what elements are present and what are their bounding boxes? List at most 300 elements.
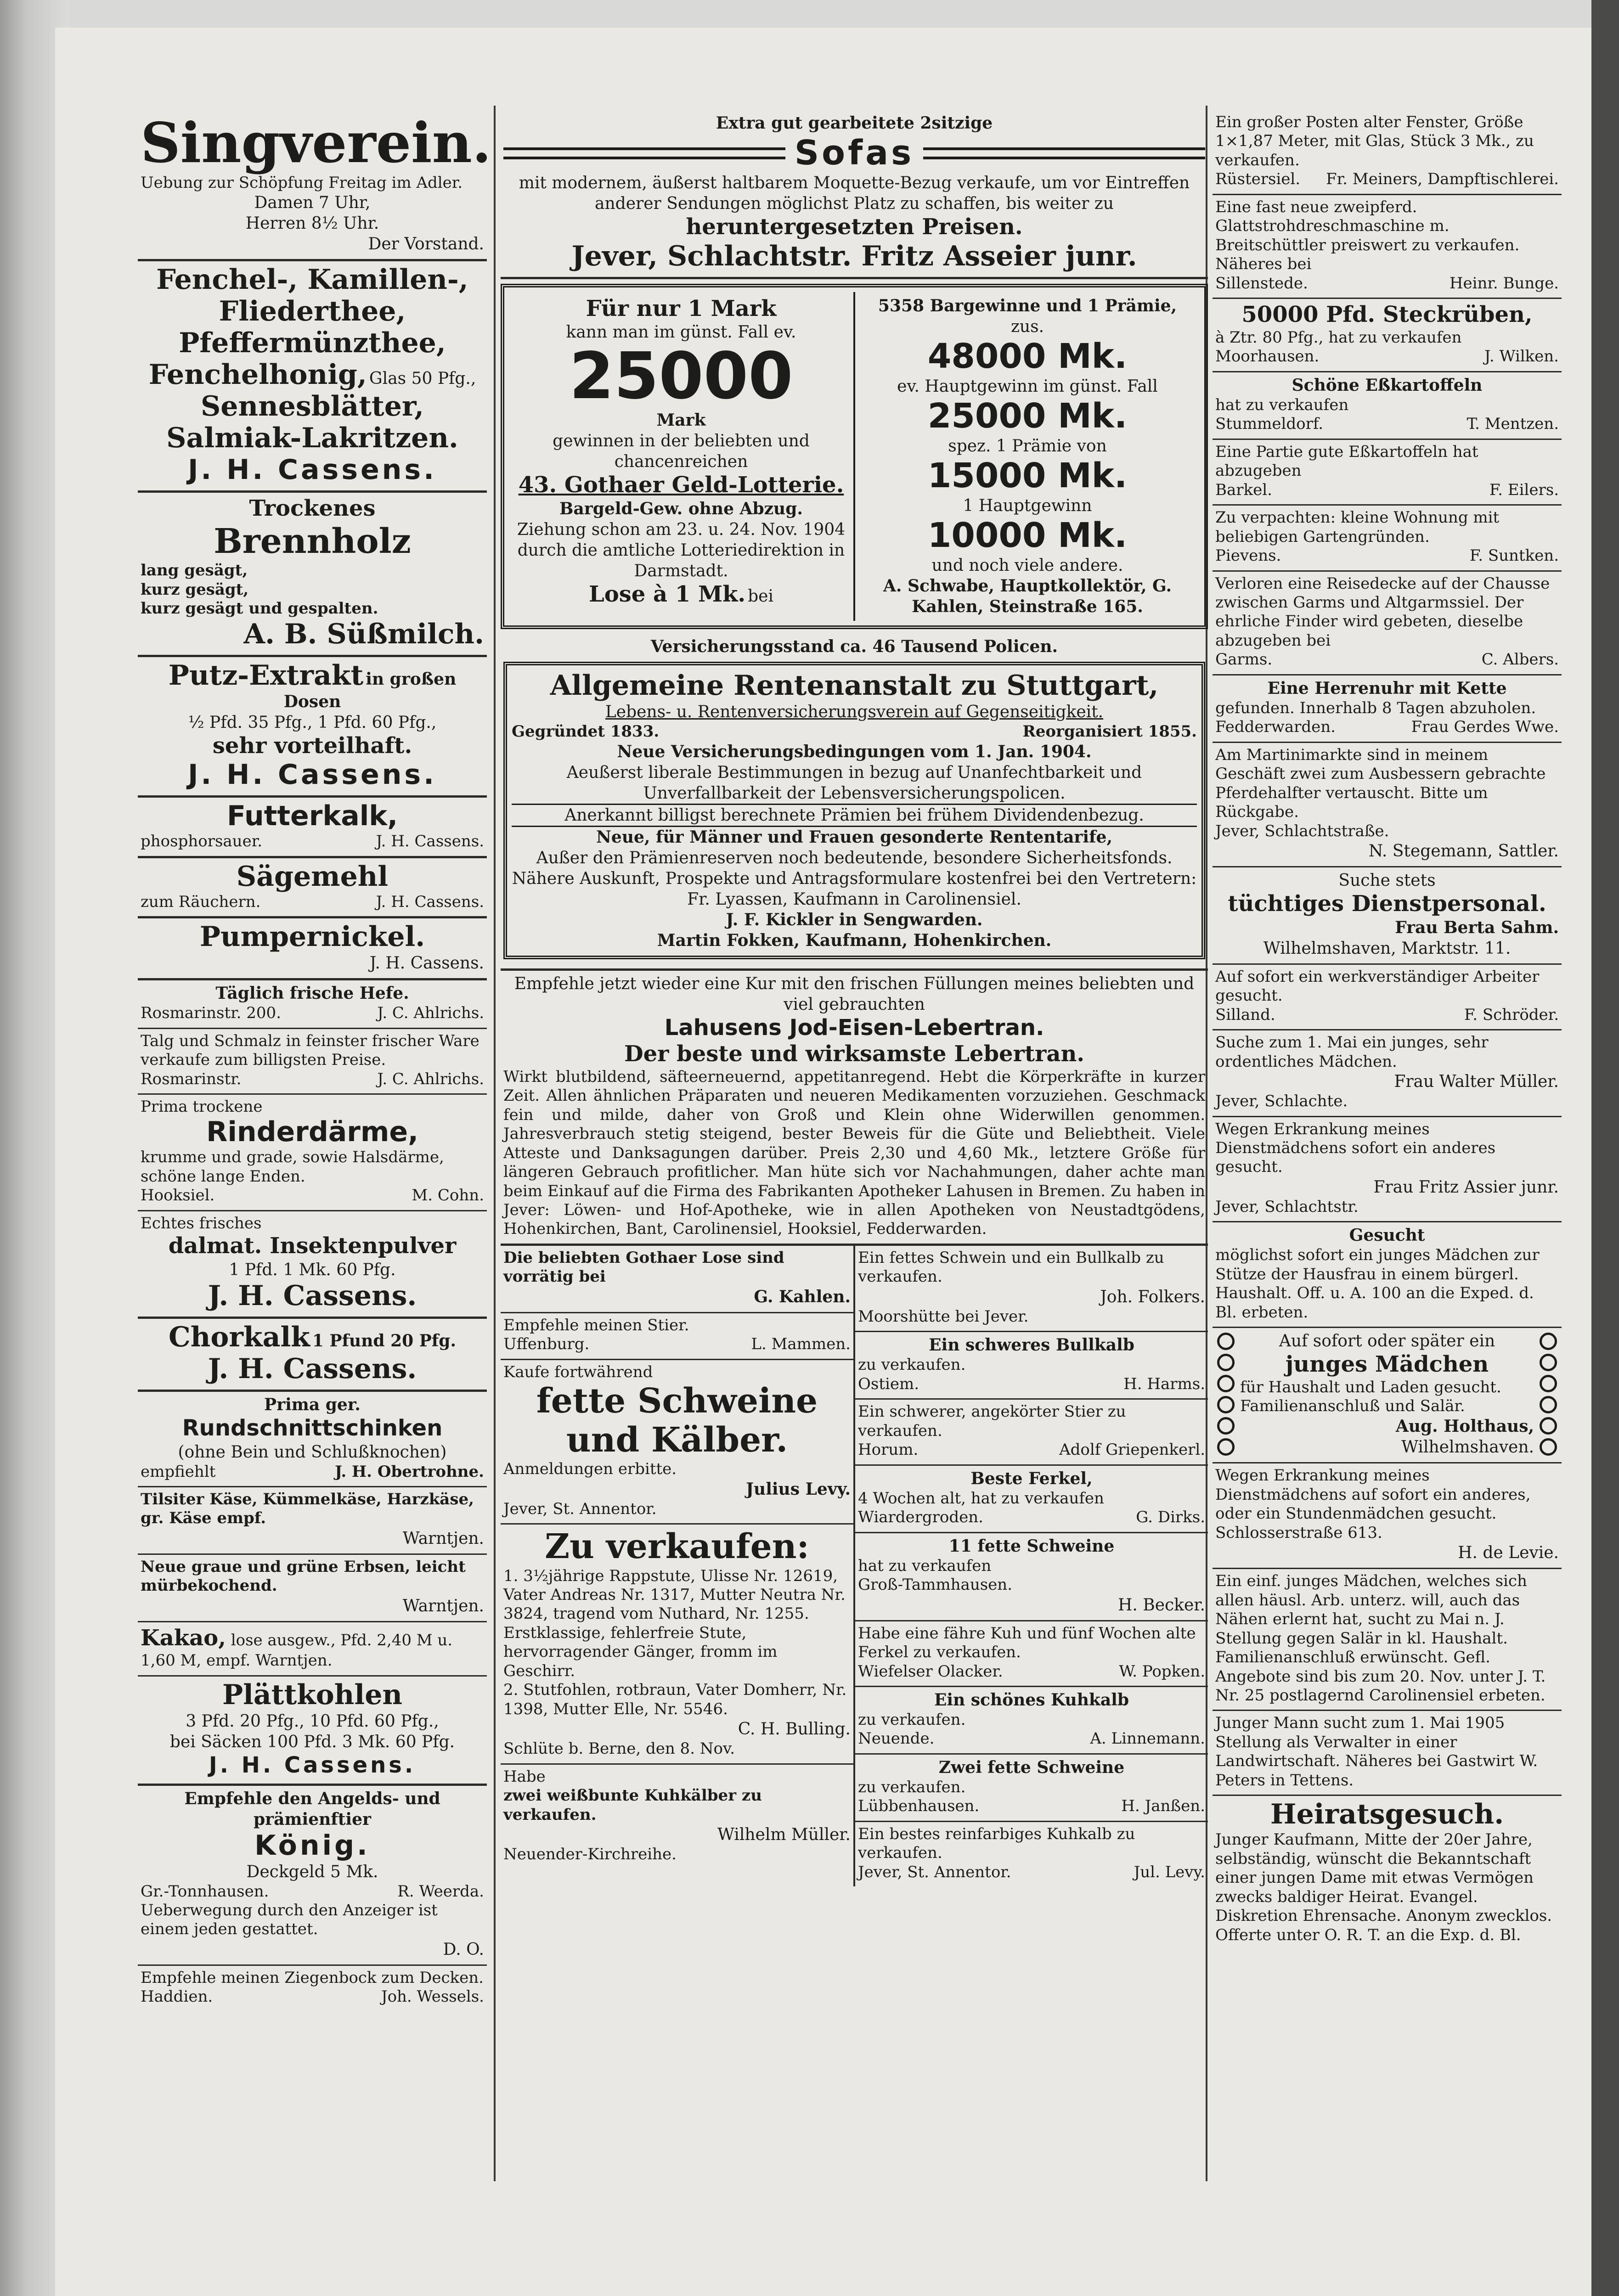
ad-line: Prima trockene [141,1097,263,1116]
ad-line: Außer den Prämienreserven noch bedeutende, besondere Sicherheitsfonds. [536,848,1173,867]
ad-line: Aeußerst liberale Bestimmungen in bezug auf Unanfechtbarkeit und Unverfallbarkeit der Lebensversicherungspolicen. [566,763,1142,803]
ad-line: Ziehung schon am 23. u. 24. Nov. 1904 durch die amtliche Lotteriedirektion in Darmstadt. [517,520,846,580]
ad-text: zu verkaufen. [858,1778,966,1796]
ad-de-levie [1213,1463,1562,1569]
ornament-ring [1540,1375,1557,1392]
ad-line: kann man im günst. Fall ev. [566,323,796,342]
ad-line: Extra gut gearbeitete 2sitzige [716,113,993,133]
ad-line: Neue, für Männer und Frauen gesonderte Rententarife, [596,827,1112,847]
ad-title: 11 fette Schweine [948,1536,1115,1556]
ad-kuh-ferkel [855,1621,1208,1687]
singverein-signature: Der Vorstand. [368,235,484,254]
ad-line: Empfehle den Angelds- und prämienftier [184,1789,440,1829]
ad-schinken [138,1392,487,1487]
ad-gesucht [1213,1222,1562,1328]
ad-line: Der beste und wirksamste Lebertran. [624,1041,1085,1067]
ad-line: Erstklassige, fehlerfreie Stute, hervorragender Gänger, fromm im Geschirr. [503,1623,778,1680]
firm-name: Frau Berta Sahm. [1395,917,1559,937]
ad-text: Ein großer Posten alter Fenster, Größe 1×1,87 Meter, mit Glas, Stück 3 Mk., zu verkaufen. [1215,113,1534,169]
firm-name: Aug. Holthaus, [1395,1416,1534,1436]
ad-address: Schlosserstraße 613. [1215,1523,1382,1542]
firm-name: J. H. Cassens. [208,1352,417,1385]
ad-line: 5358 Bargewinne und 1 Prämie, [878,296,1177,315]
ad-text: Ein einf. junges Mädchen, welches sich allen häusl. Arb. unterz. will, auch das Nähen erlernt hat, sucht zu Mai n. J. Stellung gegen Salär in kl. Haushalt. Familienanschluß erwünscht. Gefl. Angebote sind bis zum 20. Nov. unter J. T. Nr. 25 postlagernd Carolinensiel erbeten. [1215,1572,1546,1705]
ad-line: empfiehlt [141,1462,216,1481]
firm-name: Frau Walter Müller. [1394,1072,1559,1092]
firm-name: J. C. Ahlrichs. [377,1004,484,1023]
firm-name: J. H. Obertrohne. [334,1462,484,1481]
firm-name: Joh. Wessels. [381,1987,484,2006]
ad-line: zum Räuchern. [141,892,261,911]
ad-text: möglichst sofort ein junges Mädchen zur Stütze der Hausfrau in einem bürgerl. Haushalt. Off. u. A. 100 an die Exped. d. Bl. erbeten. [1215,1246,1540,1322]
ad-holthaus [1213,1328,1562,1463]
ad-text: Wegen Erkrankung meines Dienstmädchens auf sofort ein anderes, oder ein Stundenmädchen gesucht. [1215,1466,1531,1523]
ad-line: bei [748,586,774,606]
ad-hefe [138,980,487,1029]
ad-title: Heiratsgesuch. [1270,1798,1504,1831]
ad-line: Versicherungsstand ca. 46 Tausend Policen. [650,637,1058,657]
ad-line: (ohne Bein und Schlußknochen) [178,1442,447,1462]
firm-name: Fr. Meiners, Dampftischlerei. [1326,170,1559,189]
ad-reinfarbiges-kuhkalb [855,1822,1208,1886]
ad-line: 1 Pfd. 1 Mk. 60 Pfg. [229,1260,396,1279]
ornament-ring [1217,1438,1235,1456]
ad-text: Suche zum 1. Mai ein junges, sehr ordentliches Mädchen. [1215,1033,1489,1071]
ad-line: mit modernem, äußerst haltbarem Moquette-Bezug verkaufe, um vor Eintreffen anderer Sendungen möglichst Platz zu schaffen, bis weiter zu [519,174,1190,214]
ad-address: Uffenburg. [503,1335,590,1354]
ad-title: Chorkalk [168,1321,310,1353]
ad-line: Pfeffermünzthee, [179,327,446,360]
ad-levy [501,1360,853,1525]
ad-line: Fliederthee, [219,295,406,328]
ad-line: Bargeld-Gew. ohne Abzug. [559,499,803,518]
firm-name: Warntjen. [402,1596,484,1615]
ad-text: Ein schwerer, angekörter Stier zu verkaufen. [858,1402,1126,1440]
firm-name: F. Schröder. [1464,1005,1559,1024]
ad-text: Eine Partie gute Eßkartoffeln hat abzugeben [1215,442,1478,480]
firm-name: F. Suntken. [1469,546,1559,565]
ad-chorkalk [138,1319,487,1392]
ad-title: Zu verkaufen: [545,1527,809,1567]
ad-fenster [1213,110,1562,195]
singverein-line: Damen 7 Uhr, [254,193,371,213]
ad-line: Martin Fokken, Kaufmann, Hohenkirchen. [657,930,1052,950]
ad-rentenanstalt [501,634,1208,970]
ad-maedchen-2 [1213,1117,1562,1223]
firm-name: J. C. Ahlrichs. [377,1069,484,1088]
ad-pumpernickel [138,918,487,980]
ad-zwei-schweine [855,1755,1208,1822]
rentenanstalt-box [503,662,1205,959]
ad-amount: 25000 Mk. [927,396,1128,436]
ad-text: hat zu verkaufen [1215,395,1349,414]
ad-title: junges Mädchen [1285,1351,1489,1378]
ad-title: Sägemehl [236,860,389,893]
ad-line: bei Säcken 100 Pfd. 3 Mk. 60 Pfg. [169,1732,455,1751]
firm-name: H. Janßen. [1121,1797,1205,1816]
firm-name: J. H. Cassens. [188,454,437,486]
ad-address: Garms. [1215,650,1273,669]
ad-title: Rundschnittschinken [182,1415,443,1441]
ad-heiratsgesuch [1213,1796,1562,1949]
ad-title: Brennholz [214,522,411,562]
ad-title: tüchtiges Dienstpersonal. [1228,891,1546,917]
ad-line: 43. Gothaer Geld-Lotterie. [518,472,844,498]
ad-line: Reorganisiert 1855. [1022,722,1197,741]
ad-line: phosphorsauer. [141,832,263,851]
firm-name: A. Linnemann. [1090,1729,1205,1748]
ad-line: zus. [1010,317,1044,336]
ad-text: zu verkaufen. [858,1710,966,1729]
ad-address: Neuender-Kirchreihe. [503,1845,677,1864]
ad-amount: 25000 [569,339,793,414]
ad-saegemehl [138,858,487,918]
ad-rinderdaerme [138,1095,487,1211]
ad-title: Ein schweres Bullkalb [929,1335,1134,1355]
ad-address: Jever, Schlachtstr. [1215,1197,1359,1216]
ad-text: Wirkt blutbildend, säfteerneuernd, appetitanregend. Hebt die Körperkräfte in kurzer Zeit. Allen ähnlichen Präparaten und neueren Medikamenten vorzuziehen. Geschmack fein und milde, daher von Groß und Klein ohne Widerwillen genommen. Jahresverbrauch stetig steigend, bester Beweis für die Güte und Beliebtheit. Viele Atteste und Danksagungen darüber. Preis 2,30 und 4,60 Mk., letztere Größe für längeren Gebrauch profitlicher. Man hüte sich vor Nachahmungen, daher achte man beim Einkauf auf die Firma des Fabrikanten Apotheker Lahusen in Bremen. Zu haben in Jever: Löwen- und Hof-Apotheke, wie in allen Apotheken von Neustadtgödens, Hohenkirchen, Bant, Carolinensiel, Hooksiel, Fedderwarden. [503,1067,1205,1238]
firm-name: T. Mentzen. [1467,415,1559,433]
ornament-ring [1540,1333,1557,1350]
middle-subcolumn-a [501,1246,853,1886]
ad-line: 1. 3½jährige Rappstute, Ulisse Nr. 12619, Vater Andreas Nr. 1317, Mutter Neutra Nr. 3824, tragend vom Nuthard, Nr. 1255. [503,1566,846,1623]
ad-side: 1 Pfund 20 Pfg. [312,1331,456,1351]
page-right-edge [1591,0,1619,2296]
ad-arbeiter [1213,965,1562,1030]
ad-text: Eine fast neue zweipferd. Glattstrohdreschmaschine m. Breitschüttler preiswert zu verkaufen. [1215,197,1520,254]
firm-name: J. Wilken. [1484,347,1559,366]
firm-name: Fritz Asseier junr. [861,240,1137,272]
ad-gothaer-lotterie [501,284,1208,629]
ad-text: à Ztr. 80 Pfg., hat zu verkaufen [1215,328,1462,347]
column-rule-1 [494,106,496,2181]
ad-line: kurz gesägt, [141,580,249,599]
ad-line: 3 Pfd. 20 Pfg., 10 Pfd. 60 Pfg., [186,1711,439,1731]
ad-text: Wegen Erkrankung meines Dienstmädchens sofort ein anderes gesucht. [1215,1120,1496,1176]
ad-line: Näheres bei [1215,255,1312,274]
firm-name: Frau Gerdes Wwe. [1411,718,1559,737]
ad-folkers [855,1246,1208,1332]
right-column [1213,110,1562,1949]
ad-title: Pumpernickel. [199,921,425,953]
ad-address: Jever, Schlachtstr. [571,240,852,272]
ad-address: Rosmarinstr. [141,1069,242,1088]
ad-verwalter [1213,1711,1562,1796]
firm-name: N. Stegemann, Sattler. [1368,842,1559,861]
left-column [138,110,491,2011]
firm-name: Warntjen. [255,1651,333,1670]
ad-line: Trockenes [249,495,376,522]
ad-title: Beste Ferkel, [970,1469,1093,1488]
firm-name: J. H. Cassens. [188,759,437,791]
ad-line: 2. Stutfohlen, rotbraun, Vater Domherr, Nr. 1398, Mutter Elle, Nr. 5546. [503,1681,847,1718]
ad-text: Ein bestes reinfarbiges Kuhkalb zu verkaufen. [858,1824,1135,1863]
ad-title: Kakao, [141,1625,226,1651]
firm-name: H. de Levie. [1458,1543,1559,1563]
ad-text: zu verkaufen. [858,1356,966,1374]
firm-name: J. H. Cassens. [369,954,484,973]
ad-line: Gegründet 1833. [512,722,660,741]
ad-text: Neue graue und grüne Erbsen, leicht mürbekochend. [141,1557,466,1595]
ad-title: Rinderdärme, [206,1116,418,1148]
ad-line: spez. 1 Prämie von [948,436,1107,456]
ad-line: für Haushalt und Laden gesucht. Familienanschluß und Salär. [1240,1378,1501,1416]
ad-text: Empfehle meinen Ziegenbock zum Decken. [141,1968,484,1987]
ad-address: Horum. [858,1441,919,1459]
ad-line: Fenchel-, Kamillen-, [156,264,468,296]
ad-line: Lose à 1 Mk. [588,581,746,607]
ad-kuhkaelber [501,1765,853,1869]
ad-line: Nähere Auskunft, Prospekte und Antragsformulare kostenfrei bei den Vertretern: Fr. Lyassen, Kaufmann in Carolinensiel. [512,869,1197,909]
ad-esskartoffeln-2 [1213,440,1562,506]
lotterie-right [853,292,1200,621]
firm-name: W. Popken. [1119,1662,1205,1681]
ad-line: Rosmarinstr. 200. [141,1004,281,1023]
ad-kuhkalb [855,1687,1208,1755]
ad-address: Wiardergroden. [858,1508,983,1527]
ad-ferkel [855,1466,1208,1533]
ad-angekoerter-stier [855,1400,1208,1465]
ad-line: ev. Hauptgewinn im günst. Fall [897,377,1158,396]
ad-line: Anmeldungen erbitte. [503,1460,677,1479]
ornament-ring [1217,1375,1235,1392]
ornament-ring [1217,1354,1235,1371]
ad-text: Junger Kaufmann, Mitte der 20er Jahre, selbständig, wünscht die Bekanntschaft einer jungen Dame mit etwas Vermögen zwecks baldiger Heirat. Evangel. Diskretion Ehrensache. Anonym zwecklos. Offerte unter O. R. T. an die Exp. d. Bl. [1215,1830,1552,1944]
ad-steckrueben [1213,299,1562,372]
ad-kakao [138,1622,487,1677]
ad-title: Zwei fette Schweine [938,1757,1125,1777]
ad-line: krumme und grade, sowie Halsdärme, schöne lange Enden. [141,1148,444,1186]
ad-title: Gesucht [1349,1226,1425,1245]
decorative-bars [923,147,1205,159]
firm-name: Jul. Levy. [1134,1863,1205,1881]
ornament-ring [1540,1417,1557,1435]
ad-text: Auf sofort ein werkverständiger Arbeiter gesucht. [1215,967,1540,1005]
ad-pferdehalfter [1213,743,1562,867]
ad-ziegenbock [138,1966,487,2011]
ad-stier [501,1313,853,1360]
ad-line: Deckgeld 5 Mk. [246,1862,378,1881]
singverein-line: Uebung zur Schöpfung Freitag im Adler. [141,174,463,192]
ad-title: Eine Herrenuhr mit Kette [1267,678,1507,698]
ad-title: Lahusens Jod-Eisen-Lebertran. [664,1014,1044,1041]
firm-name: M. Cohn. [412,1186,484,1205]
firm-name: C. H. Bulling. [738,1720,851,1739]
ad-text: Die beliebten Gothaer Lose sind vorrätig bei [503,1248,784,1286]
ornament-border-left [1215,1331,1236,1458]
ad-address: Sillenstede. [1215,274,1308,293]
ad-address: Silland. [1215,1005,1275,1024]
ad-insektenpulver [138,1211,487,1319]
ad-address: Haddien. [141,1987,213,2006]
ad-amount: 10000 Mk. [927,515,1128,555]
ad-verloren [1213,572,1562,675]
firm-name: F. Eilers. [1489,480,1559,499]
ad-text: Verloren eine Reisedecke auf der Chausse zwischen Garms und Altgarmssiel. Der ehrliche Finder wird gebeten, dieselbe abzugeben bei [1215,574,1550,650]
ad-line: Suche stets [1338,871,1436,890]
ad-address: Jever, Schlachtstraße. [1215,822,1389,840]
ad-line: Habe [503,1767,546,1786]
firm-name: Warntjen. [402,1529,484,1548]
lotterie-left [509,292,853,621]
ad-line: und noch viele andere. [931,556,1123,575]
ad-line: Mark [656,411,706,430]
ad-text: Am Martinimarkte sind in meinem Geschäft zwei zum Ausbessern gebrachte Pferdehalfter vertauscht. Bitte um Rückgabe. [1215,745,1546,822]
ad-title: Ein schönes Kuhkalb [934,1690,1129,1710]
ad-line: Lebens- u. Rentenversicherungsverein auf Gegenseitigkeit. [605,703,1104,722]
ad-address: Wilhelmshaven. [1401,1437,1534,1457]
ornament-border-right [1538,1331,1559,1458]
ad-line: Anerkannt billigst berechnete Prämien bei frühem Dividendenbezug. [512,804,1197,827]
ad-title: Allgemeine Rentenanstalt zu Stuttgart, [550,670,1159,702]
ad-line: Talg und Schmalz in feinster frischer Ware verkaufe zum billigsten Preise. [141,1031,479,1069]
ad-line: Auf sofort oder später ein [1279,1332,1495,1351]
ad-line: Kaufe fortwährend [503,1362,653,1381]
ornament-ring [1540,1396,1557,1413]
ad-amount: 48000 Mk. [927,336,1128,376]
firm-name: J. H. Cassens. [376,892,484,911]
ad-stellung [1213,1569,1562,1711]
ad-line: Salmiak-Lakritzen. [166,422,458,455]
ad-title: 50000 Pfd. Steckrüben, [1241,302,1533,328]
firm-name: Heinr. Bunge. [1449,274,1559,293]
firm-name: J. H. Cassens. [208,1279,417,1312]
ad-title: dalmat. Insektenpulver [168,1233,457,1259]
firm-name: Julius Levy. [746,1479,851,1499]
firm-name: R. Weerda. [397,1882,484,1901]
ad-address: Fedderwarden. [1215,718,1336,737]
firm-name: G. Kahlen. [754,1287,851,1306]
ad-maedchen-1 [1213,1030,1562,1117]
ornament-ring [1217,1396,1235,1413]
ornament-ring [1217,1417,1235,1435]
decorative-bars [503,147,785,159]
firm-name: J. H. Cassens. [376,832,484,851]
ornament-ring [1540,1438,1557,1456]
ad-text: Ein fettes Schwein und ein Bullkalb zu verkaufen. [858,1248,1164,1286]
ad-address: Pievens. [1215,546,1281,565]
ad-signature: D. O. [443,1940,484,1959]
firm-name: C. Albers. [1481,650,1559,669]
singverein-title: Singverein. [141,111,491,175]
ornament-ring [1217,1333,1235,1350]
ad-talg [138,1029,487,1095]
ad-title: Schöne Eßkartoffeln [1292,375,1483,395]
singverein-line: Herren 8½ Uhr. [245,214,379,233]
ad-address: Stummeldorf. [1215,415,1323,433]
firm-name: Joh. Folkers. [1100,1287,1205,1306]
firm-name: G. Dirks. [1136,1508,1205,1527]
ad-line: Sennesblätter, [200,390,424,423]
ad-text: gefunden. Innerhalb 8 Tagen abzuholen. [1215,698,1536,717]
ad-address: Neuende. [858,1729,935,1748]
ad-futterkalk [138,798,487,858]
ad-esskartoffeln-1 [1213,372,1562,440]
ad-plaettkohlen [138,1677,487,1786]
ad-price: Glas 50 Pfg., [369,369,476,388]
ad-text: lose ausgew., Pfd. 2,40 M u. 1,60 M, empf. [141,1631,453,1670]
ad-text: 4 Wochen alt, hat zu verkaufen [858,1489,1104,1508]
ad-text: Tilsiter Käse, Kümmelkäse, Harzkäse, gr. Käse empf. [141,1490,474,1528]
ad-address: Lübbenhausen. [858,1797,980,1816]
ad-address: Gr.-Tonnhausen. [141,1882,269,1901]
ad-text: Junger Mann sucht zum 1. Mai 1905 Stellung als Verwalter in einer Landwirtschaft. Näheres bei Gastwirt W. Peters in Tettens. [1215,1714,1538,1790]
firm-name: A. B. Süßmilch. [243,618,484,650]
ad-brennholz [138,493,487,657]
ad-address: Rüstersiel. [1215,170,1301,189]
ad-address: Moorshütte bei Jever. [858,1307,1029,1326]
ad-title: Täglich frische Hefe. [215,984,409,1003]
firm-name: Wilhelm Müller. [717,1825,851,1845]
ad-line: lang gesägt, [141,561,248,580]
ad-line: Empfehle jetzt wieder eine Kur mit den frischen Füllungen meines beliebten und viel gebrauchten [514,974,1195,1014]
ad-line: zwei weißbunte Kuhkälber zu verkaufen. [503,1786,762,1824]
ad-kaese [138,1487,487,1555]
ad-address: Moorhausen. [1215,347,1320,366]
ad-title: Futterkalk, [226,800,398,833]
ad-putz-extrakt [138,657,487,798]
firm-name: H. Harms. [1123,1374,1205,1393]
ad-line: heruntergesetzten Preisen. [686,214,1023,240]
ad-title: Plättkohlen [222,1678,403,1711]
middle-column [501,110,1208,1886]
ad-address: Jever, Schlachte. [1215,1092,1348,1111]
ad-gothaer-lose [501,1246,853,1313]
firm-name: L. Mammen. [751,1335,851,1354]
ad-address: Ostiem. [858,1374,920,1393]
ad-text: Zu verpachten: kleine Wohnung mit beliebigen Gartengründen. [1215,508,1500,546]
firm-name: Frau Fritz Assier junr. [1373,1177,1559,1197]
ad-fenchel [138,261,487,493]
ad-line: sehr vorteilhaft. [212,732,412,759]
ad-title: Putz-Extrakt [168,659,364,692]
ad-herrenuhr [1213,675,1562,743]
ad-zu-verkaufen [501,1525,853,1764]
ad-dreschmaschine [1213,195,1562,299]
ad-title: Sofas [794,133,914,173]
ad-wohnung [1213,506,1562,571]
ad-address: Wiefelser Olacker. [858,1662,1003,1681]
ad-address: Groß-Tammhausen. [858,1576,1012,1594]
ad-line: J. F. Kickler in Sengwarden. [726,910,983,929]
ad-address: Schlüte b. Berne, den 8. Nov. [503,1739,735,1758]
ad-lebertran [501,971,1208,1246]
firm-name: J. H. Cassens. [209,1752,416,1778]
ad-line: 1 Hauptgewinn [963,496,1092,515]
ad-erbsen [138,1555,487,1622]
firm-name: Adolf Griepenkerl. [1059,1441,1205,1459]
ad-address: Hooksiel. [141,1186,215,1205]
ad-line: Echtes frisches [141,1214,262,1232]
ad-line: Fenchelhonig, [148,359,367,391]
ad-title: König. [254,1829,370,1862]
ad-singverein [138,110,491,261]
ad-line: kurz gesägt und gespalten. [141,599,378,618]
ad-address: Barkel. [1215,480,1272,499]
ad-text: Habe eine fähre Kuh und fünf Wochen alte Ferkel zu verkaufen. [858,1624,1196,1662]
ad-text: Empfehle meinen Stier. [503,1316,689,1334]
ad-koenig [138,1786,487,1966]
ad-sofas [501,110,1208,279]
ad-text: hat zu verkaufen [858,1556,992,1575]
ad-address: Jever, St. Annentor. [503,1499,657,1518]
ad-line: gewinnen in der beliebten und chancenreichen [553,432,810,472]
ad-line: Für nur 1 Mark [586,295,777,321]
firm-name: A. Schwabe, Hauptkollektör, G. Kahlen, Steinstraße 165. [883,576,1172,617]
ad-address: Jever, St. Annentor. [858,1863,1011,1881]
ad-address: Wilhelmshaven, Marktstr. 11. [1263,939,1511,958]
ad-bullkalb [855,1332,1208,1400]
